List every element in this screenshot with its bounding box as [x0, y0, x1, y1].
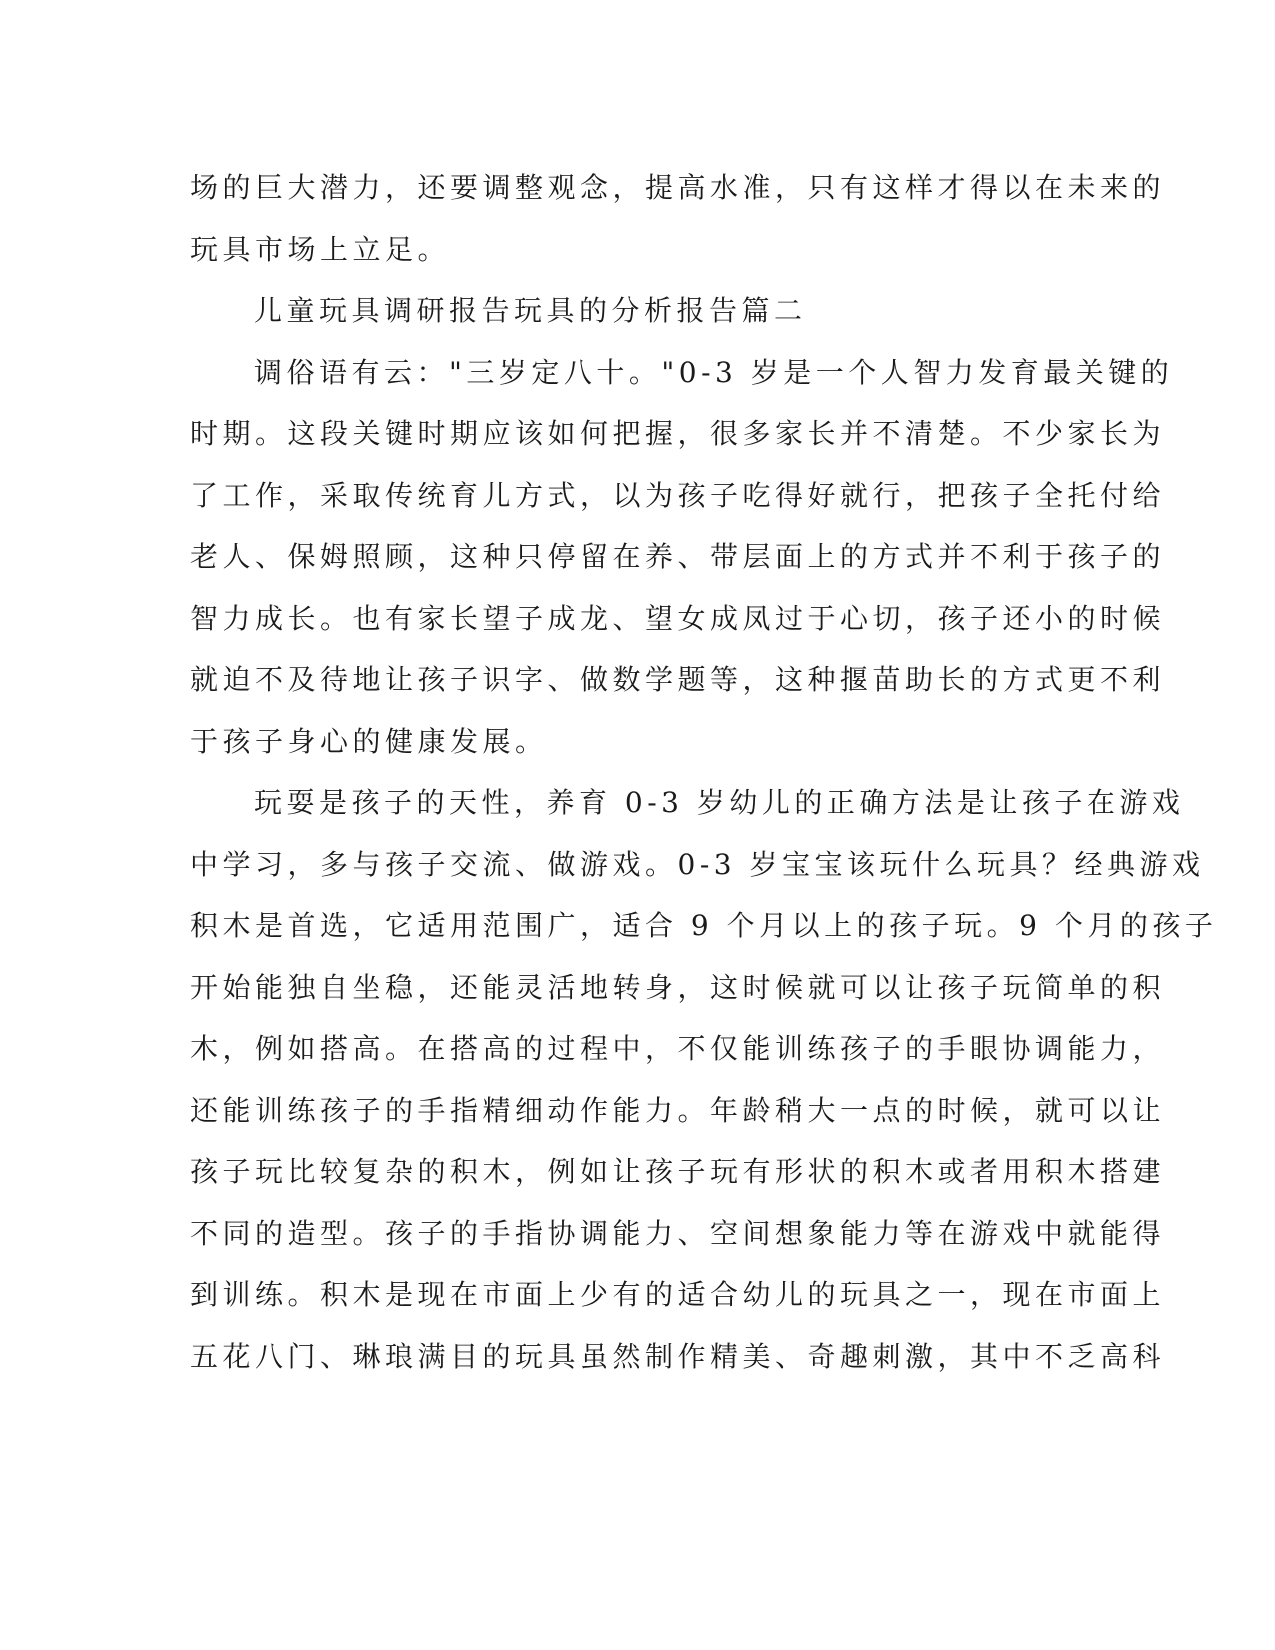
text-line: 了工作，采取传统育儿方式，以为孩子吃得好就行，把孩子全托付给: [190, 478, 1166, 512]
text-line: 于孩子身心的健康发展。: [190, 724, 548, 758]
section-heading: 儿童玩具调研报告玩具的分析报告篇二: [254, 294, 807, 327]
text-line: 老人、保姆照顾，这种只停留在养、带层面上的方式并不利于孩子的: [190, 540, 1166, 573]
text-line: 玩具市场上立足。: [190, 232, 451, 266]
text-line: 就迫不及待地让孩子识字、做数学题等，这种揠苗助长的方式更不利: [190, 663, 1166, 696]
text-line: 中学习，多与孩子交流、做游戏。0-3 岁宝宝该玩什么玩具？经典游戏: [190, 847, 1205, 881]
text-line: 木，例如搭高。在搭高的过程中，不仅能训练孩子的手眼协调能力，: [190, 1032, 1166, 1065]
text-line: 玩耍是孩子的天性，养育 0-3 岁幼儿的正确方法是让孩子在游戏: [254, 786, 1185, 819]
text-line: 时期。这段关键时期应该如何把握，很多家长并不清楚。不少家长为: [190, 417, 1166, 450]
text-line: 场的巨大潜力，还要调整观念，提高水准，只有这样才得以在未来的: [190, 171, 1166, 204]
text-line: 还能训练孩子的手指精细动作能力。年龄稍大一点的时候，就可以让: [190, 1093, 1166, 1127]
text-line: 积木是首选，它适用范围广，适合 9 个月以上的孩子玩。9 个月的孩子: [190, 909, 1218, 942]
text-line: 五花八门、琳琅满目的玩具虽然制作精美、奇趣刺激，其中不乏高科: [190, 1339, 1166, 1373]
document-body: [190, 157, 1218, 1387]
text-line: 调俗语有云："三岁定八十。"0-3 岁是一个人智力发育最关键的: [254, 355, 1174, 389]
text-line: 智力成长。也有家长望子成龙、望女成凤过于心切，孩子还小的时候: [190, 601, 1166, 635]
text-line: 开始能独自坐稳，还能灵活地转身，这时候就可以让孩子玩简单的积: [190, 970, 1166, 1004]
text-line: 孩子玩比较复杂的积木，例如让孩子玩有形状的积木或者用积木搭建: [190, 1155, 1166, 1188]
text-line: 到训练。积木是现在市面上少有的适合幼儿的玩具之一，现在市面上: [190, 1278, 1166, 1311]
text-line: 不同的造型。孩子的手指协调能力、空间想象能力等在游戏中就能得: [190, 1216, 1166, 1250]
